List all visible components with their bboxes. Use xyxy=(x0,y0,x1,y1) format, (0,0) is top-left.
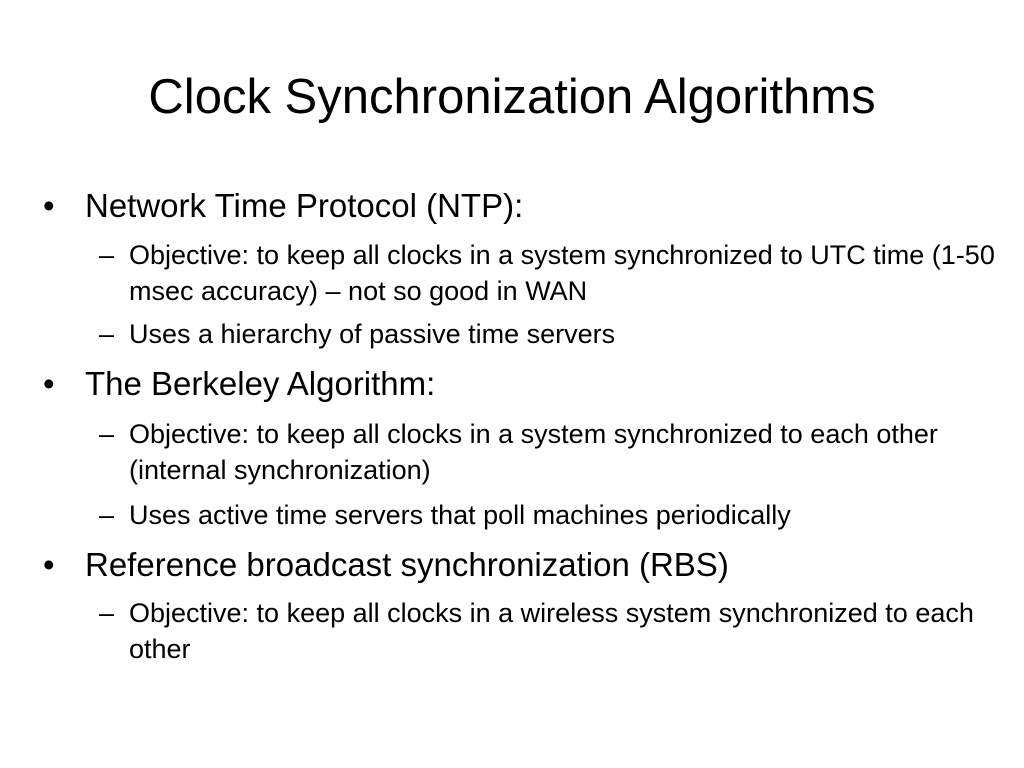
dash-icon: – xyxy=(99,419,115,449)
bullet-text: The Berkeley Algorithm: xyxy=(85,365,436,402)
dash-icon: – xyxy=(99,319,115,349)
sub-bullet-text: Uses a hierarchy of passive time servers xyxy=(129,319,616,349)
sub-bullet-text: Objective: to keep all clocks in a system synchronized to each other (internal synchronization) xyxy=(129,419,938,485)
bullet-text: Reference broadcast synchronization (RBS) xyxy=(85,546,729,583)
sub-bullet-text: Objective: to keep all clocks in a system synchronized to UTC time (1-50 msec accuracy) – not so good in WAN xyxy=(129,240,995,306)
bullet-icon: • xyxy=(43,365,55,402)
bullet-icon: • xyxy=(43,546,55,583)
dash-icon: – xyxy=(99,240,115,270)
slide-title: Clock Synchronization Algorithms xyxy=(148,70,876,124)
dash-icon: – xyxy=(99,500,115,530)
sub-bullet-text: Uses active time servers that poll machines periodically xyxy=(129,500,791,530)
bullet-icon: • xyxy=(43,187,55,224)
bullet-text: Network Time Protocol (NTP): xyxy=(85,187,524,224)
sub-bullet-text: Objective: to keep all clocks in a wireless system synchronized to each other xyxy=(129,598,974,664)
dash-icon: – xyxy=(99,598,115,628)
